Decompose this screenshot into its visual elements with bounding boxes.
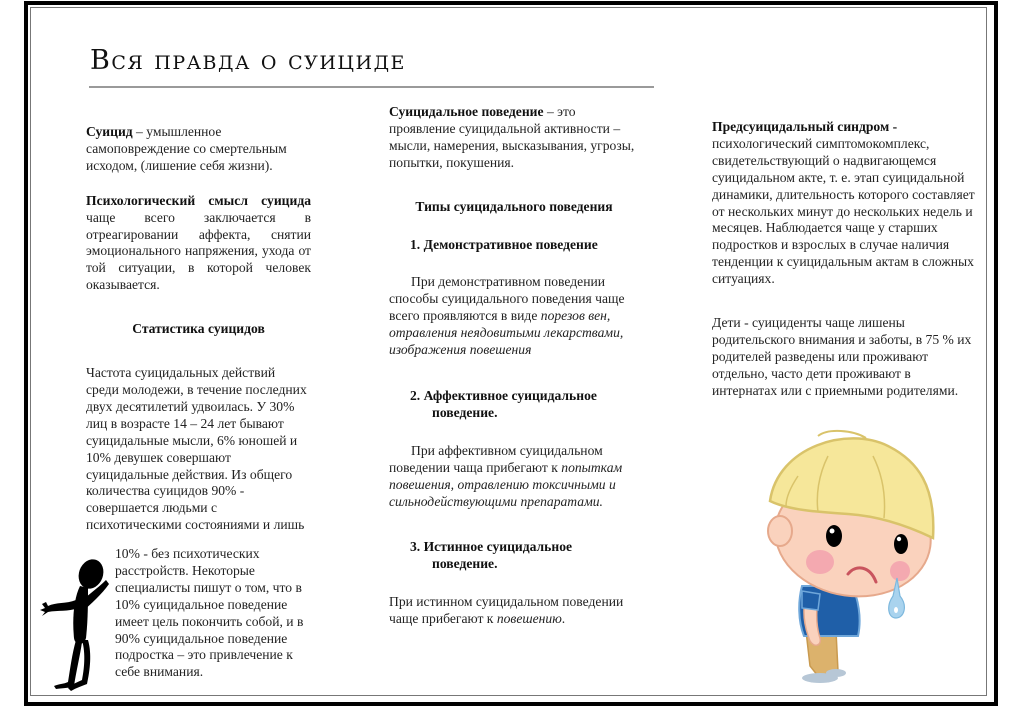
psych-meaning-text: чаще всего заключается в отреагировании аффекта, снятии эмоционального напряжения, ухода от той ситуации, в которой человек оказывается. [86,209,311,293]
type-1-heading: 1. Демонстративное поведение [410,236,598,252]
type-3-text-italic: повешению [496,611,562,627]
type-1-text-italic: порезов вен, отравления неядовитыми лекарствами, изображения повешения [389,308,624,358]
type-1-text-plain: При демонстративном поведении способы суицидального поведения чаще всего проявляются в виде [389,274,625,324]
stats-text-2: 10% - без психотических расстройств. Некоторые специалисты пишут о том, что в 10% суицидальное поведение имеет цель покончить собой, и в 90% суицидальное поведение подростка – это привлечение к себе внимания. [115,546,304,680]
type-3-text-plain: При истинном суицидальном поведении чаще прибегают к [389,594,624,627]
column-left-continued [115,546,320,681]
type-2-heading [389,388,639,422]
type-2-heading-line2: поведение. [432,404,498,420]
column-middle [389,104,639,628]
behavior-definition-text: – это проявление суицидальной активности – мысли, намерения, высказывания, угрозы, попытки, покушения. [389,104,635,170]
type-3-heading-line1: 3. Истинное суицидальное [410,539,573,555]
type-3-text [389,594,639,628]
type-3-text-end: . [561,611,566,627]
type-2-text-plain: При аффективном суицидальном поведении чаща прибегают к [389,442,603,475]
children-text: Дети - суициденты чаще лишены родительского внимания и заботы, в 75 % их родителей разведены или проживают отдельно, часто дети проживают в интернатах или с приемными родителями. [712,315,972,398]
column-right [712,119,977,400]
silhouette-figure-illustration [36,558,116,693]
presuicidal-text: психологический симптомокомплекс, свидетельствующий о надвигающемся суицидальном акте, т. е. этап суицидальной динамики, длительность которого составляет от нескольких минут до нескольких недель и месяцев. Наблюдается чаще у старших подростков и взрослых в случае наличия тенденции к суицидальным актам в сложных ситуациях. [712,135,975,287]
suicide-definition-text: – умышленное самоповреждение со смертельным исходом, (лишение себя жизни). [86,124,287,173]
page-title: Вся правда о суициде [90,45,406,76]
column-left [86,124,311,534]
psych-meaning-term: Психологический смысл суицида [86,192,311,208]
psych-meaning [86,193,311,294]
type-1-text [389,274,639,359]
type-3-heading [389,539,639,573]
behavior-definition [389,104,639,172]
presuicidal-syndrome [712,119,977,288]
title-divider [89,86,654,88]
stats-heading: Статистика суицидов [132,321,265,337]
type-2-heading-line1: 2. Аффективное суицидальное [410,387,597,403]
presuicidal-term: Предсуицидальный синдром - [712,119,898,134]
type-2-text-italic: попыткам повешения, отравлению токсичными и сильнодействующими препаратами. [389,459,623,509]
suicide-definition [86,124,311,175]
types-heading: Типы суицидального поведения [415,198,613,214]
type-3-heading-line2: поведение. [432,556,498,572]
suicide-term: Суицид [86,124,133,139]
type-2-text [389,443,639,511]
behavior-term: Суицидальное поведение [389,104,544,119]
stats-text-1: Частота суицидальных действий среди молодежи, в течение последних двух десятилетий удвоилась. У 30% лиц в возрасте 14 – 24 лет бывают суицидальные мысли, 6% юношей и 10% девушек совершают суицидальные действия. Из общего количества суицидов 90% - совершается людьми с психотическими состояниями и лишь [86,365,307,533]
crying-boy-illustration [758,426,943,691]
